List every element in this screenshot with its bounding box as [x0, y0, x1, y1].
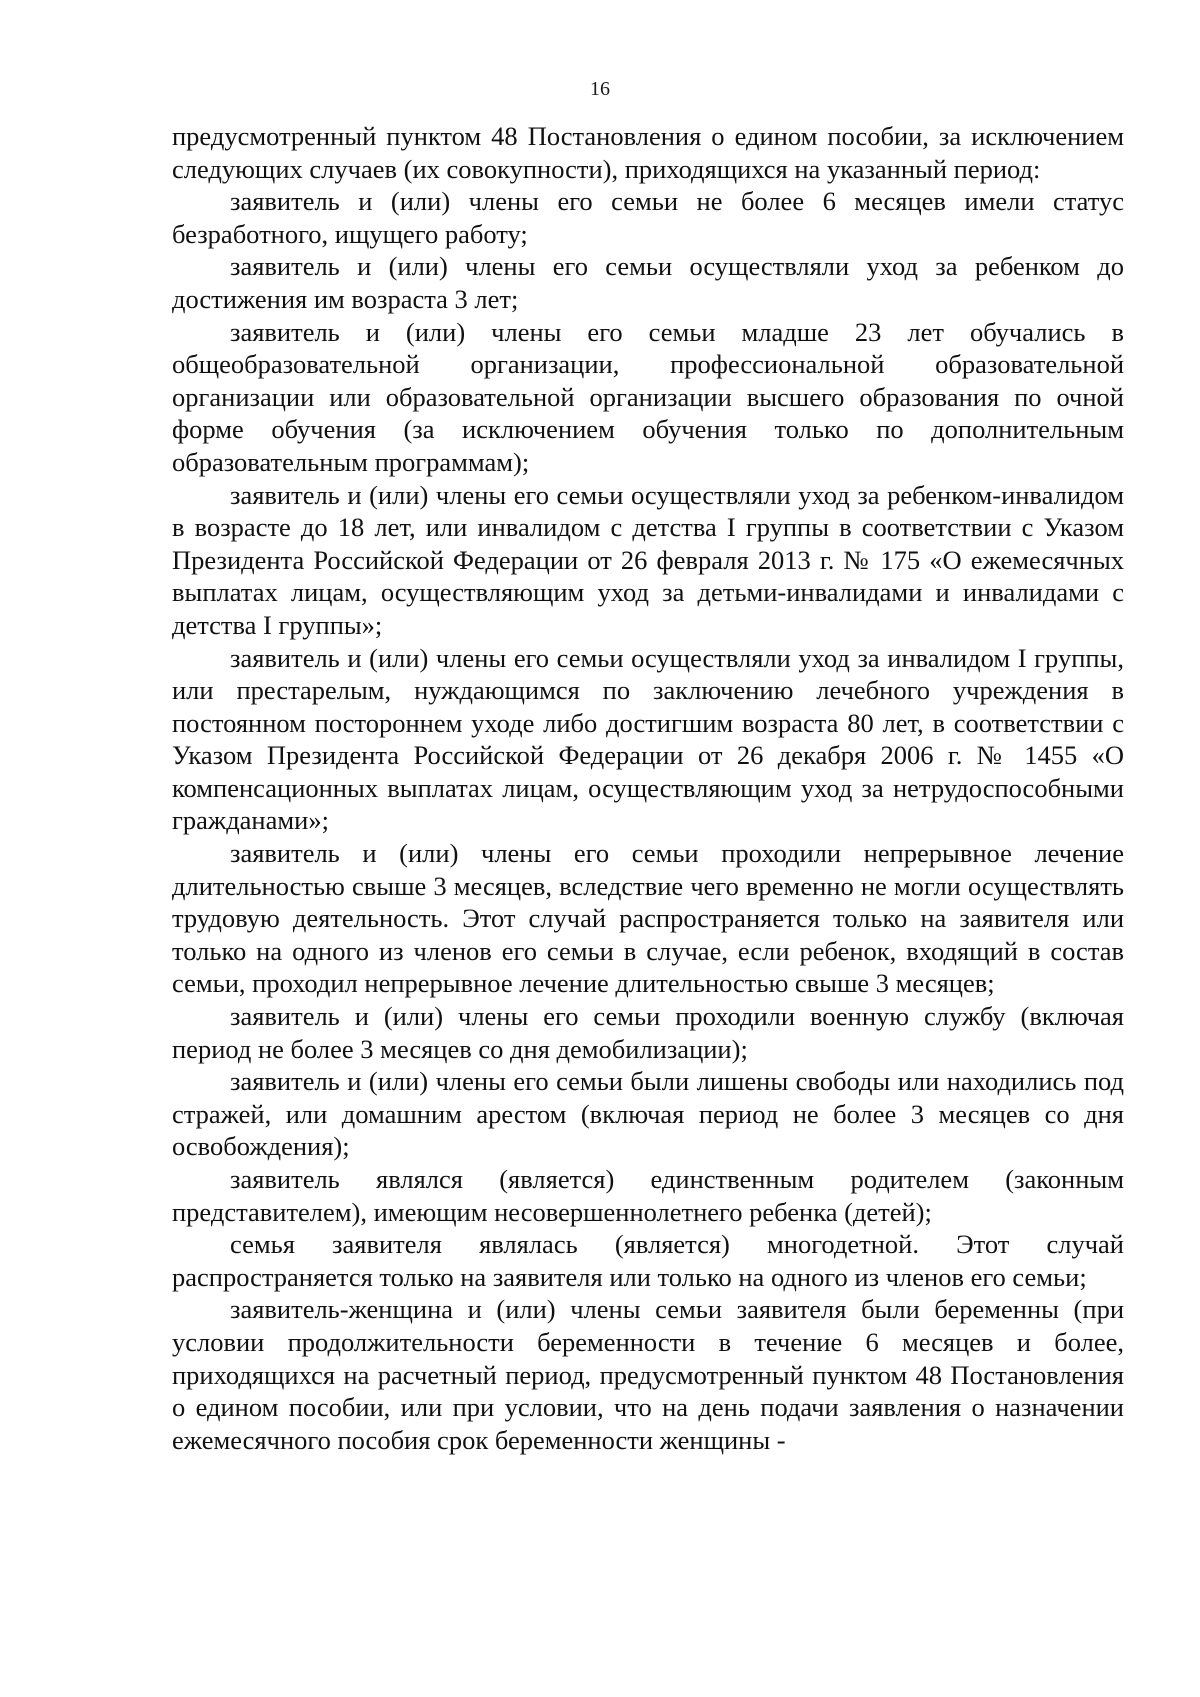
paragraph-imprisonment: заявитель и (или) члены его семьи были лишены свободы или находились под стражей, или домашним арестом (включая период не более 3 месяцев со дня освобождения); [172, 1066, 1124, 1162]
paragraph-single-parent: заявитель являлся (является) единственным родителем (законным представителем), имеющим несовершеннолетнего ребенка (детей); [172, 1164, 1124, 1227]
paragraph-disabled-child-care: заявитель и (или) члены его семьи осуществляли уход за ребенком-инвалидом в возрасте до 18 лет, или инвалидом с детства I группы в соответствии с Указом Президента Российской Федерации от 26 февраля 2013 г. № 175 «О ежемесячных выплатах лицам, осуществляющим уход за детьми-инвалидами и инвалидами с детства I группы»; [172, 479, 1124, 640]
page-number: 16 [590, 78, 610, 100]
paragraph-large-family: семья заявителя являлась (является) многодетной. Этот случай распространяется только на заявителя или только на одного из членов его семьи; [172, 1229, 1124, 1292]
paragraph-medical-treatment: заявитель и (или) члены его семьи проходили непрерывное лечение длительностью свыше 3 месяцев, вследствие чего временно не могли осуществлять трудовую деятельность. Этот случай распространяется только на заявителя или только на одного из членов его семьи в случае, если ребенок, входящий в состав семьи, проходил непрерывное лечение длительностью свыше 3 месяцев; [172, 838, 1124, 999]
paragraph-education: заявитель и (или) члены его семьи младше 23 лет обучались в общеобразовательной организации, профессиональной образовательной организации или образовательной организации высшего образования по очной форме обучения (за исключением обучения только по дополнительным образовательным программам); [172, 316, 1124, 477]
paragraph-pregnancy: заявитель-женщина и (или) члены семьи заявителя были беременны (при условии продолжительности беременности в течение 6 месяцев и более, приходящихся на расчетный период, предусмотренный пунктом 48 Постановления о едином пособии, или при условии, что на день подачи заявления о назначении ежемесячного пособия срок беременности женщины - [172, 1294, 1124, 1455]
paragraph-disabled-adult-care: заявитель и (или) члены его семьи осуществляли уход за инвалидом I группы, или престарелым, нуждающимся по заключению лечебного учреждения в постоянном постороннем уходе либо достигшим возраста 80 лет, в соответствии с Указом Президента Российской Федерации от 26 декабря 2006 г. № 1455 «О компенсационных выплатах лицам, осуществляющим уход за нетрудоспособными гражданами»; [172, 642, 1124, 836]
paragraph-continuation: предусмотренный пунктом 48 Постановления о едином пособии, за исключением следующих случаев (их совокупности), приходящихся на указанный период: [172, 121, 1124, 184]
paragraph-unemployed: заявитель и (или) члены его семьи не более 6 месяцев имели статус безработного, ищущего работу; [172, 186, 1124, 249]
paragraph-military-service: заявитель и (или) члены его семьи проходили военную службу (включая период не более 3 месяцев со дня демобилизации); [172, 1001, 1124, 1064]
document-body [172, 120, 1124, 1456]
paragraph-childcare: заявитель и (или) члены его семьи осуществляли уход за ребенком до достижения им возраста 3 лет; [172, 251, 1124, 314]
